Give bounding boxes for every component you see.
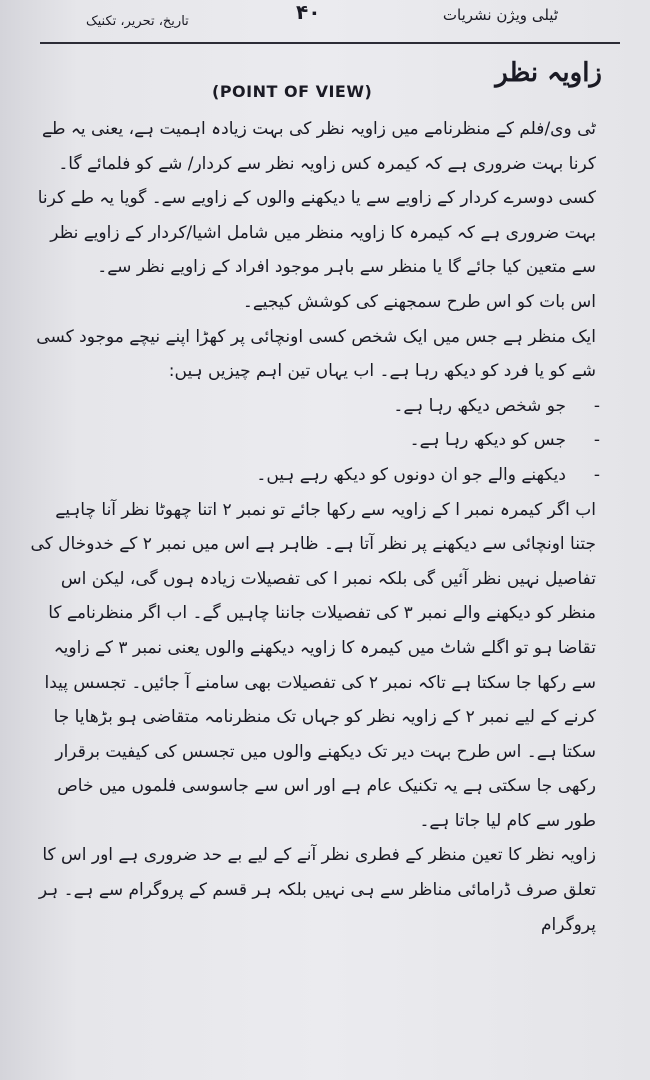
paragraph: ایک منظر ہے جس میں ایک شخص کسی اونچائی پر کھڑا اپنے نیچے موجود کسی شے کو یا فرد کو دیکھ رہا ہے۔ اب یہاں تین اہم چیزیں ہیں: bbox=[36, 326, 596, 382]
list-item bbox=[28, 458, 622, 493]
list-item-text: جو شخص دیکھ رہا ہے۔ bbox=[393, 395, 566, 416]
page-number: ۴۰ bbox=[296, 0, 321, 24]
dash-bullet: - bbox=[593, 464, 600, 485]
dash-bullet: - bbox=[593, 395, 600, 416]
paragraph: اس بات کو اس طرح سمجھنے کی کوشش کیجیے۔ bbox=[242, 291, 596, 312]
header-section-title: تاریخ، تحریر، تکنیک bbox=[86, 14, 189, 29]
bullet-list bbox=[28, 389, 622, 493]
list-item-text: دیکھنے والے جو ان دونوں کو دیکھ رہے ہیں۔ bbox=[256, 464, 566, 485]
paragraph: اب اگر کیمرہ نمبر ا کے زاویہ سے رکھا جائے تو نمبر ۲ اتنا چھوٹا نظر آنا چاہیے جتنا اونچائی سے دیکھنے پر نظر آتا ہے۔ ظاہر ہے اس میں نمبر ۲ کے خدوخال کی تفاصیل نہیں نظر آئیں گی بلکہ نمبر ا کی تفصیلات زیادہ ہوں گی، لیکن اس منظر کو دیکھنے والے نمبر ۳ کی تفصیلات جاننا چاہیں گے۔ اب اگر منظرنامے کا تقاضا ہو تو اگلے شاٹ میں کیمرہ کا زاویہ دیکھنے والوں یعنی نمبر ۳ کے زاویہ سے رکھا جا سکتا ہے تاکہ نمبر ۲ کی تفصیلات بھی سامنے آ جائیں۔ تجسس پیدا کرنے کے لیے نمبر ۲ کے زاویہ نظر کو جہاں تک منظرنامہ متقاضی ہو بڑھایا جا سکتا ہے۔ اس طرح بہت دیر تک دیکھنے والوں میں تجسس کی کیفیت برقرار رکھی جا سکتی ہے یہ تکنیک عام ہے اور اس سے جاسوسی فلموں میں خاص طور سے کام لیا جاتا ہے۔ bbox=[30, 499, 596, 831]
paragraph: ٹی وی/فلم کے منظرنامے میں زاویہ نظر کی بہت زیادہ اہمیت ہے، یعنی یہ طے کرنا بہت ضروری ہے کہ کیمرہ کس زاویہ نظر سے کردار/ شے کو فلمائے گا۔ کسی دوسرے کردار کے زاویے سے یا دیکھنے والوں کے زاویے سے۔ گویا یہ طے کرنا بہت ضروری ہے کہ کیمرہ کا زاویہ منظر میں شامل اشیا/کردار کے زاویے نظر سے متعین کیا جائے گا یا منظر سے باہر موجود افراد کے زاویے نظر سے۔ bbox=[37, 119, 596, 278]
chapter-heading: زاویہ نظر bbox=[495, 58, 602, 88]
paragraph: زاویہ نظر کا تعین منظر کے فطری نظر آنے کے لیے بے حد ضروری ہے اور اس کا تعلق صرف ڈرامائی مناظر سے ہی نہیں بلکہ ہر قسم کے پروگرام سے ہے۔ ہر پروگرام bbox=[38, 845, 596, 935]
list-item bbox=[28, 389, 622, 424]
header-book-title: ٹیلی ویژن نشریات bbox=[442, 6, 558, 24]
dash-bullet: - bbox=[593, 430, 600, 451]
body-text bbox=[28, 112, 622, 942]
running-header bbox=[0, 0, 650, 44]
header-divider bbox=[40, 42, 620, 44]
list-item-text: جس کو دیکھ رہا ہے۔ bbox=[409, 430, 566, 451]
chapter-subheading: (POINT OF VIEW) bbox=[212, 82, 373, 101]
list-item bbox=[28, 423, 622, 458]
